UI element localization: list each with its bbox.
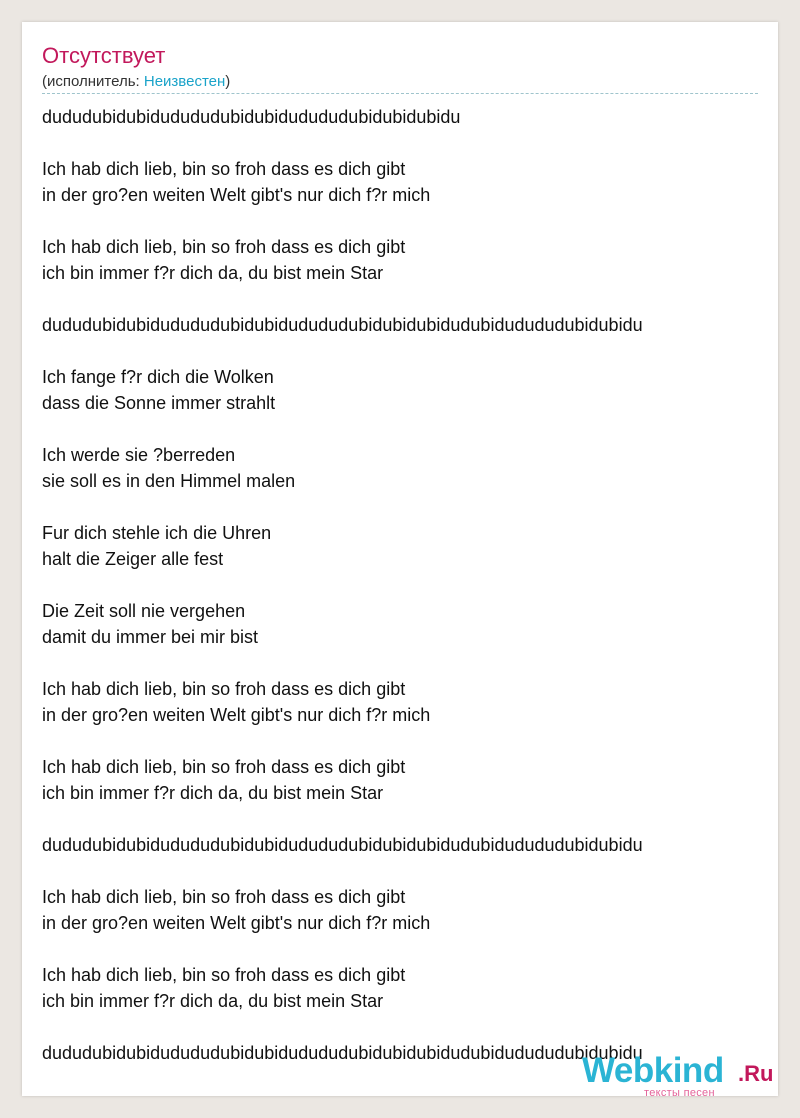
lyric-gap xyxy=(42,806,758,832)
lyric-line: Ich fange f?r dich die Wolken xyxy=(42,367,274,387)
artist-line xyxy=(42,73,230,91)
lyric-line: sie soll es in den Himmel malen xyxy=(42,471,296,491)
lyric-line: halt die Zeiger alle fest xyxy=(42,549,224,569)
lyric-gap xyxy=(42,572,758,598)
lyric-gap xyxy=(42,858,758,884)
lyric-gap xyxy=(42,728,758,754)
lyric-line: in der gro?en weiten Welt gibt's nur dich f?r mich xyxy=(42,705,431,725)
lyric-gap xyxy=(42,416,758,442)
lyric-gap xyxy=(42,936,758,962)
lyric-gap xyxy=(42,286,758,312)
lyric-line: damit du immer bei mir bist xyxy=(42,627,259,647)
song-title: Отсутствует xyxy=(42,43,166,68)
lyric-line: Ich hab dich lieb, bin so froh dass es dich gibt xyxy=(42,237,406,257)
lyric-line: dududubidubidudududubidubidudududubidubidubidudubidudududubidubidu xyxy=(42,1043,643,1063)
lyric-line: dududubidubidudududubidubidudududubidubidubidu xyxy=(42,107,461,127)
lyric-line: ich bin immer f?r dich da, du bist mein Star xyxy=(42,991,384,1011)
lyric-line: ich bin immer f?r dich da, du bist mein Star xyxy=(42,263,384,283)
lyric-line: Ich werde sie ?berreden xyxy=(42,445,236,465)
artist-prefix: (исполнитель: xyxy=(42,73,144,90)
lyric-line: in der gro?en weiten Welt gibt's nur dich f?r mich xyxy=(42,185,431,205)
lyric-gap xyxy=(42,650,758,676)
lyric-line: ich bin immer f?r dich da, du bist mein Star xyxy=(42,783,384,803)
lyric-line: Ich hab dich lieb, bin so froh dass es dich gibt xyxy=(42,965,406,985)
lyric-gap xyxy=(42,208,758,234)
artist-suffix: ) xyxy=(225,73,231,90)
lyric-line: in der gro?en weiten Welt gibt's nur dich f?r mich xyxy=(42,913,431,933)
logo-tld: .Ru xyxy=(738,1061,774,1086)
lyric-line: dududubidubidudududubidubidudududubidubidubidudubidudududubidubidu xyxy=(42,835,643,855)
lyric-gap xyxy=(42,1014,758,1040)
logo-tagline: тексты песен xyxy=(644,1087,715,1099)
logo-brand: Webkind xyxy=(582,1051,724,1090)
lyric-gap xyxy=(42,338,758,364)
lyric-line: Ich hab dich lieb, bin so froh dass es dich gibt xyxy=(42,887,406,907)
lyric-line: dass die Sonne immer strahlt xyxy=(42,393,276,413)
webkind-logo[interactable] xyxy=(582,1052,782,1098)
lyric-line: Ich hab dich lieb, bin so froh dass es dich gibt xyxy=(42,679,406,699)
lyric-line: Fur dich stehle ich die Uhren xyxy=(42,523,272,543)
lyric-line: Die Zeit soll nie vergehen xyxy=(42,601,246,621)
lyric-gap xyxy=(42,494,758,520)
lyric-line: Ich hab dich lieb, bin so froh dass es dich gibt xyxy=(42,757,406,777)
header-divider xyxy=(42,93,758,94)
lyric-gap xyxy=(42,130,758,156)
lyric-line: dududubidubidudududubidubidudududubidubidubidudubidudududubidubidu xyxy=(42,315,643,335)
artist-link[interactable]: Неизвестен xyxy=(143,73,226,90)
lyrics-text xyxy=(42,104,758,1066)
lyric-line: Ich hab dich lieb, bin so froh dass es dich gibt xyxy=(42,159,406,179)
